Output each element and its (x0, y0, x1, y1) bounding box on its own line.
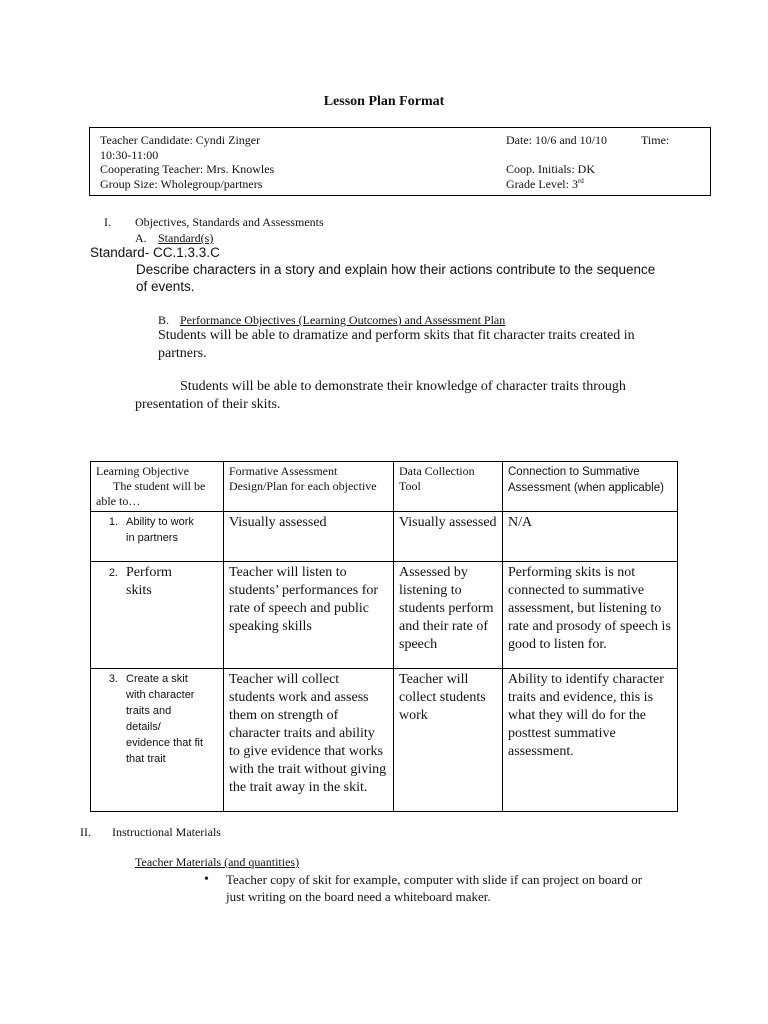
learning-objectives-table (90, 461, 678, 812)
subsection-a-letter: A. (135, 231, 147, 245)
row-2-number: 2. (108, 567, 118, 579)
row-2-tool: Assessed by listening to students perform and their rate of speech (394, 562, 503, 669)
page-title: Lesson Plan Format (323, 94, 445, 109)
grade-level-superscript: rd (577, 176, 584, 185)
standard-description-line-2: of events. (136, 279, 195, 294)
bullet-icon: • (204, 872, 209, 887)
header-learning-objective (91, 462, 224, 512)
objective-2-line-2: presentation of their skits. (135, 397, 281, 412)
header-formative-assessment: Formative Assessment Design/Plan for each objective (224, 462, 394, 512)
lesson-info-box (89, 127, 711, 196)
row-3-number: 3. (108, 673, 118, 685)
cooperating-teacher: Cooperating Teacher: Mrs. Knowles (100, 162, 275, 176)
objective-1-line-1: Students will be able to dramatize and perform skits that fit character traits created in (158, 328, 635, 343)
standard-code: Standard- CC.1.3.3.C (90, 245, 220, 260)
teacher-materials-heading: Teacher Materials (and quantities) (135, 855, 300, 869)
row-3-objective-cell (91, 669, 224, 812)
table-row (91, 512, 678, 562)
header-learning-objective-line-3: able to… (96, 494, 141, 508)
row-1-connection: N/A (503, 512, 678, 562)
section-2-numeral: II. (80, 825, 91, 839)
row-1-objective: Ability to work in partners (126, 516, 194, 544)
row-2-objective: Perform skits (126, 565, 172, 598)
row-3-objective: Create a skit with character traits and details/ evidence that fit that trait (126, 673, 204, 765)
header-learning-objective-line-2: The student will be (113, 479, 206, 493)
group-size: Group Size: Wholegroup/partners (100, 176, 263, 191)
teacher-candidate: Teacher Candidate: Cyndi Zinger (100, 133, 261, 147)
materials-line-2: just writing on the board need a whiteboard maker. (226, 889, 491, 904)
section-1-heading: Objectives, Standards and Assessments (135, 215, 324, 229)
coop-initials: Coop. Initials: DK (506, 162, 595, 176)
section-2-heading: Instructional Materials (112, 825, 221, 839)
materials-line-1: Teacher copy of skit for example, computer with slide if can project on board or (226, 872, 643, 887)
table-row (91, 562, 678, 669)
header-learning-objective-line-1: Learning Objective (96, 464, 189, 478)
grade-level-text: Grade Level: 3 (506, 176, 578, 191)
grade-level (506, 177, 584, 192)
header-summative-connection: Connection to Summative Assessment (when applicable) (503, 462, 678, 512)
table-row (91, 669, 678, 812)
header-data-collection-tool: Data Collection Tool (394, 462, 503, 512)
date: Date: 10/6 and 10/10 (506, 133, 607, 147)
standard-description-line-1: Describe characters in a story and explain how their actions contribute to the sequence (136, 262, 656, 277)
subsection-b-letter: B. (158, 313, 170, 327)
section-1-numeral: I. (104, 215, 111, 229)
row-1-formative: Visually assessed (224, 512, 394, 562)
table-header-row (91, 462, 678, 512)
row-2-objective-cell (91, 562, 224, 669)
time-label: Time: (641, 133, 670, 147)
row-3-tool: Teacher will collect students work (394, 669, 503, 812)
row-2-connection: Performing skits is not connected to summative assessment, but listening to rate and prosody of speech is good to listen for. (503, 562, 678, 669)
objective-1-line-2: partners. (158, 346, 207, 361)
objective-2-line-1: Students will be able to demonstrate their knowledge of character traits through (180, 379, 626, 394)
row-2-formative: Teacher will listen to students’ performances for rate of speech and public speaking skills (224, 562, 394, 669)
subsection-b-heading: Performance Objectives (Learning Outcomes) and Assessment Plan (180, 313, 506, 327)
row-1-objective-cell (91, 512, 224, 562)
subsection-a-heading: Standard(s) (158, 231, 214, 245)
time-value: 10:30-11:00 (100, 147, 159, 162)
row-1-number: 1. (108, 516, 118, 528)
row-1-tool: Visually assessed (394, 512, 503, 562)
row-3-formative: Teacher will collect students work and assess them on strength of character traits and ability to give evidence that works with the trait without giving the trait away in the skit. (224, 669, 394, 812)
row-3-connection: Ability to identify character traits and evidence, this is what they will do for the posttest summative assessment. (503, 669, 678, 812)
